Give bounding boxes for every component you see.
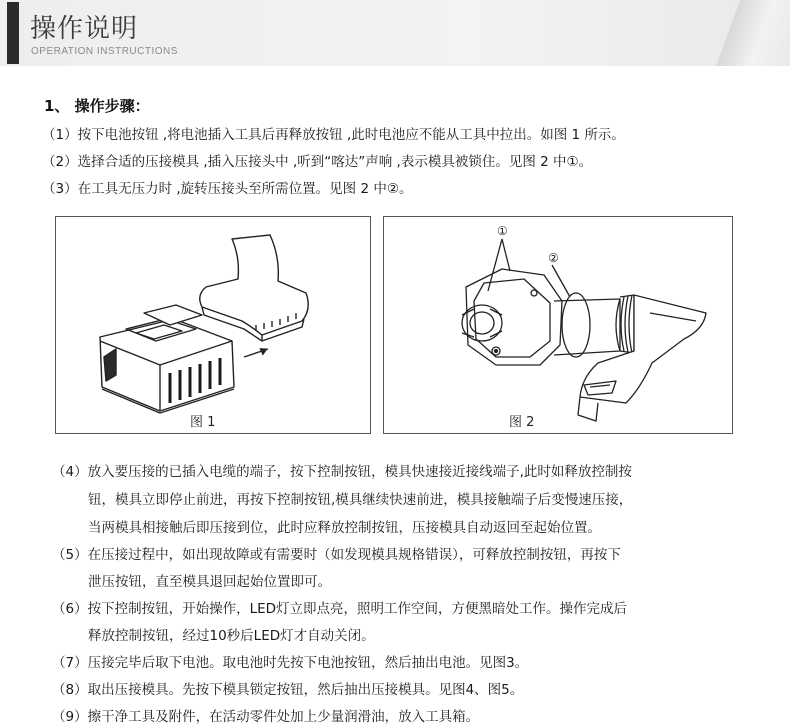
header-subtitle: OPERATION INSTRUCTIONS [31,46,178,57]
step-1: （1）按下电池按钮 ,将电池插入工具后再释放按钮 ,此时电池应不能从工具中拉出。如图 1 所示。 [42,127,625,143]
section-title: 1、 操作步骤： [44,97,150,115]
battery-insertion-illustration [56,217,372,435]
step-9: （9）擦干净工具及附件，在活动零件处加上少量润滑油，放入工具箱。 [52,709,480,725]
step-6-line-1: （6）按下控制按钮，开始操作，LED灯立即点亮，照明工作空间，方便黑暗处工作。操作完成后 [52,601,628,617]
callout-1: ① [497,224,508,238]
figure-1-label: 图 1 [190,415,216,430]
step-4-line-3: 当两模具相接触后即压接到位，此时应释放控制按钮，压接模具自动返回至起始位置。 [88,520,601,536]
step-8: （8）取出压接模具。先按下模具锁定按钮，然后抽出压接模具。见图4、图5。 [52,682,524,698]
step-7: （7）压接完毕后取下电池。取电池时先按下电池按钮，然后抽出电池。见图3。 [52,655,529,671]
callout-2: ② [548,251,559,265]
header-title: 操作说明 [30,14,139,44]
step-2: （2）选择合适的压接模具 ,插入压接头中 ,听到“喀达”声响 ,表示模具被锁住。见图 2 中①。 [42,154,593,170]
step-4-line-1: （4）放入要压接的已插入电缆的端子，按下控制按钮，模具快速接近接线端子,此时如释放控制按 [52,464,632,480]
figure-2-label: 图 2 [509,415,535,430]
figure-1 [55,216,371,434]
header-decoration [700,0,790,66]
figure-2 [383,216,733,434]
step-4-line-2: 钮，模具立即停止前进，再按下控制按钮,模具继续快速前进，模具接触端子后变慢速压接， [88,492,633,508]
step-5-line-2: 泄压按钮，直至模具退回起始位置即可。 [88,574,331,590]
step-6-line-2: 释放控制按钮，经过10秒后LED灯才自动关闭。 [88,628,375,644]
header-banner [0,0,790,66]
crimp-head-illustration [384,217,734,435]
step-5-line-1: （5）在压接过程中，如出现故障或有需要时（如发现模具规格错误），可释放控制按钮，再按下 [52,547,621,563]
header-accent-bar [7,2,19,64]
step-3: （3）在工具无压力时 ,旋转压接头至所需位置。见图 2 中②。 [42,181,413,197]
